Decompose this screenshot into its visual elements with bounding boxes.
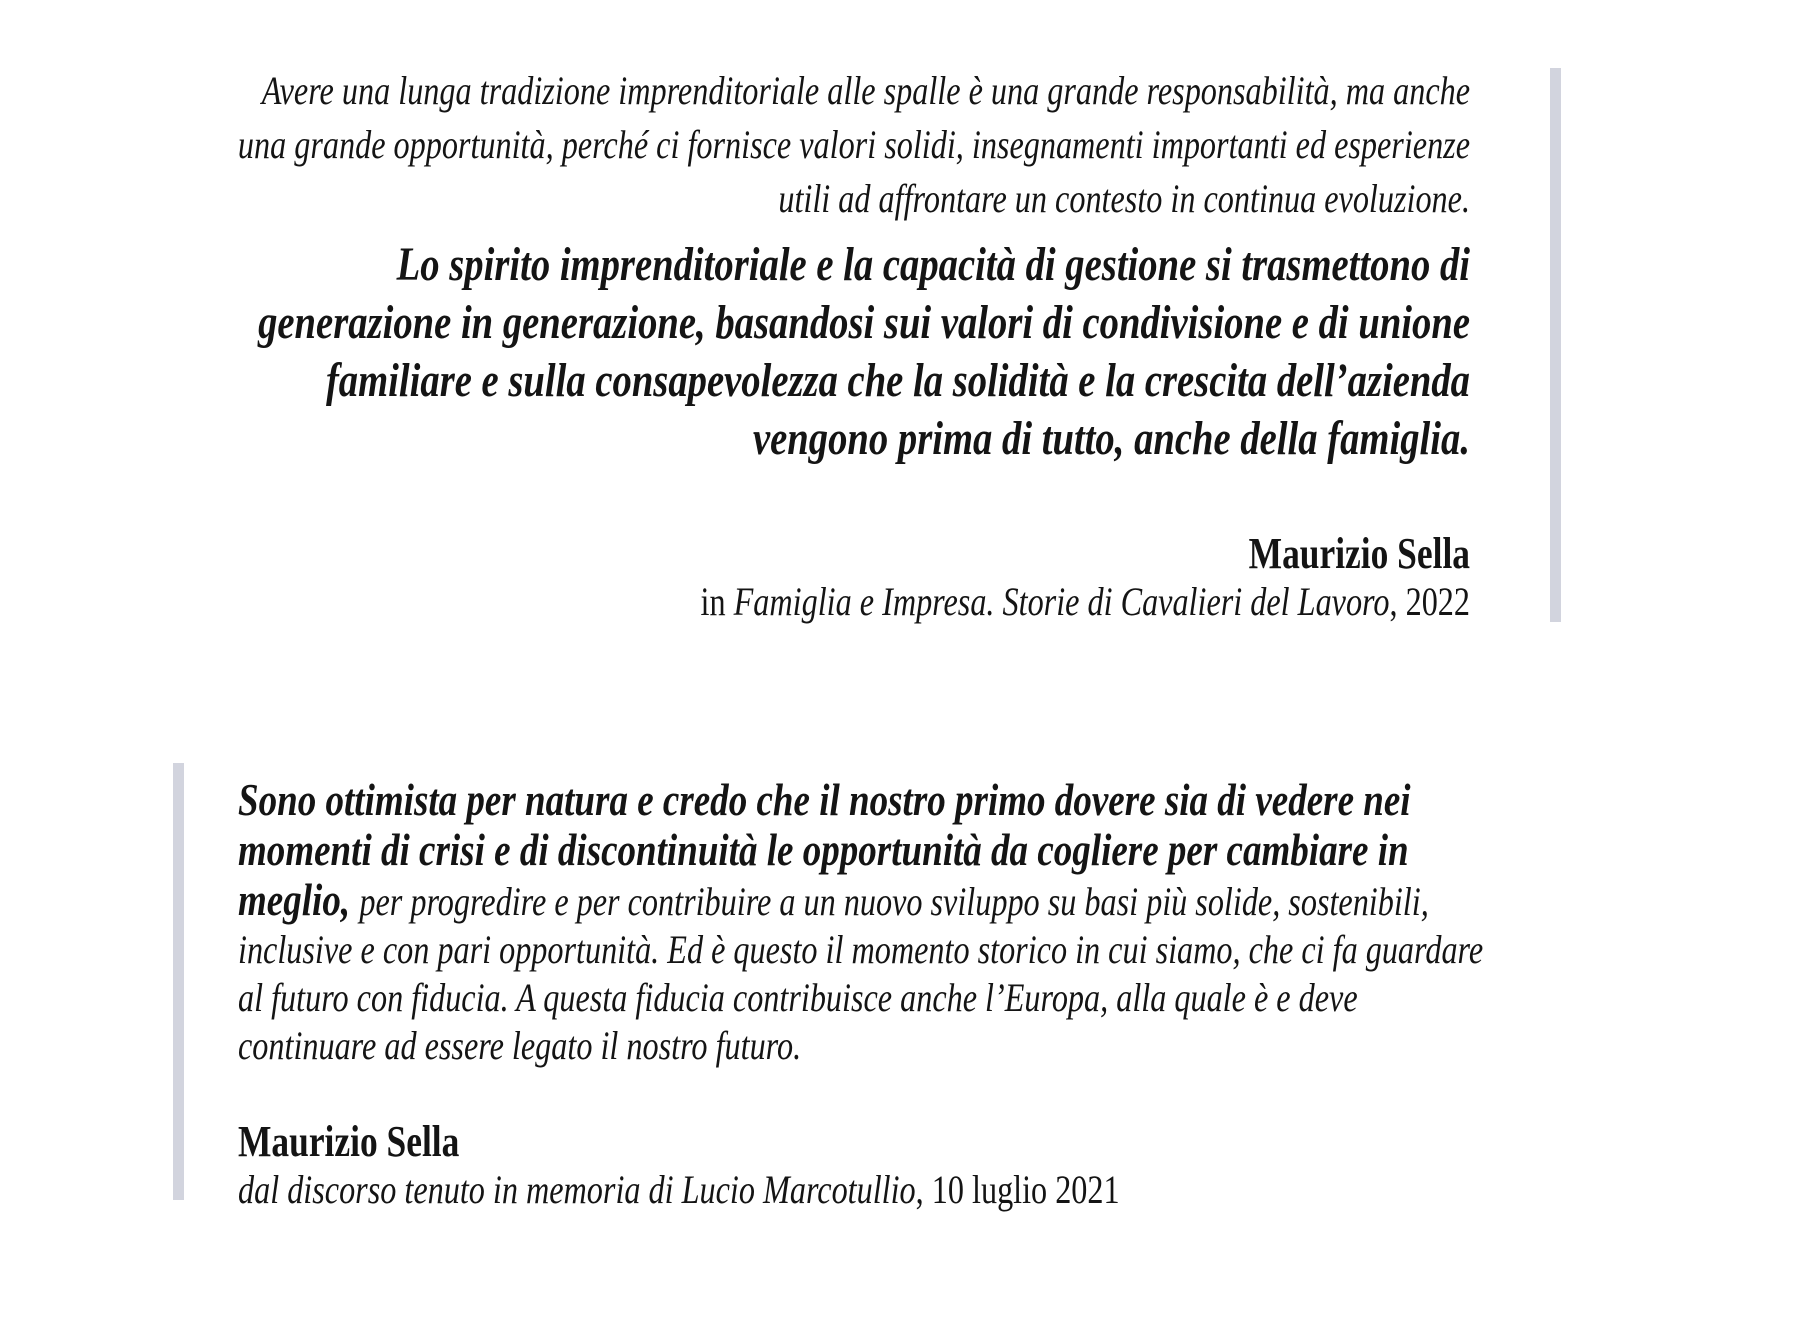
quote-2-continuation-text: per progredire e per contribuire a un nuovo sviluppo su basi più solide, sostenibili, inclusive e con pari opportunità. Ed è questo il momento storico in cui siamo, che ci fa guardare al futuro con fiducia. A questa fiducia contribuisce anche l’Europa, alla quale è e deve continuare ad essere legato il nostro futuro. xyxy=(238,879,1484,1068)
quote-2-author: Maurizio Sella xyxy=(238,1117,460,1166)
quote-1-lead-text: Avere una lunga tradizione imprenditoriale alle spalle è una grande responsabilità, ma anche una grande opportunità, perché ci fornisce valori solidi, insegnamenti importanti ed esperienze utili ad affrontare un contesto in continua evoluzione. xyxy=(237,68,1471,221)
quote-2-source xyxy=(238,1166,1494,1214)
quote-1-source-year: , 2022 xyxy=(1389,579,1470,624)
quote-2-source-text: dal discorso tenuto in memoria di Lucio Marcotullio xyxy=(238,1167,916,1212)
pull-quote-2 xyxy=(238,776,1494,1214)
quote-1-accent-bar xyxy=(1550,68,1561,622)
quote-2-emphasis-text: Sono ottimista per natura e credo che il nostro primo dovere sia di vedere nei momenti di crisi e di discontinuità le opportunità da cogliere per cambiare in meglio, xyxy=(238,774,1411,925)
quote-1-source-title: Famiglia e Impresa. Storie di Cavalieri del Lavoro xyxy=(733,579,1390,624)
quote-1-source xyxy=(214,578,1470,626)
quote-2-source-date: , 10 luglio 2021 xyxy=(915,1167,1120,1212)
quote-2-body xyxy=(238,776,1494,1070)
quote-1-source-prefix: in xyxy=(700,579,734,624)
quote-2-accent-bar xyxy=(173,763,184,1200)
pull-quote-1 xyxy=(214,64,1470,626)
quote-1-emphasis-text: Lo spirito imprenditoriale e la capacità di gestione si trasmettono di generazione in generazione, basandosi sui valori di condivisione e di unione familiare e sulla consapevolezza che la solidità e la crescita dell’azienda vengono prima di tutto, anche della famiglia. xyxy=(258,238,1471,465)
quote-1-author: Maurizio Sella xyxy=(1248,529,1470,578)
